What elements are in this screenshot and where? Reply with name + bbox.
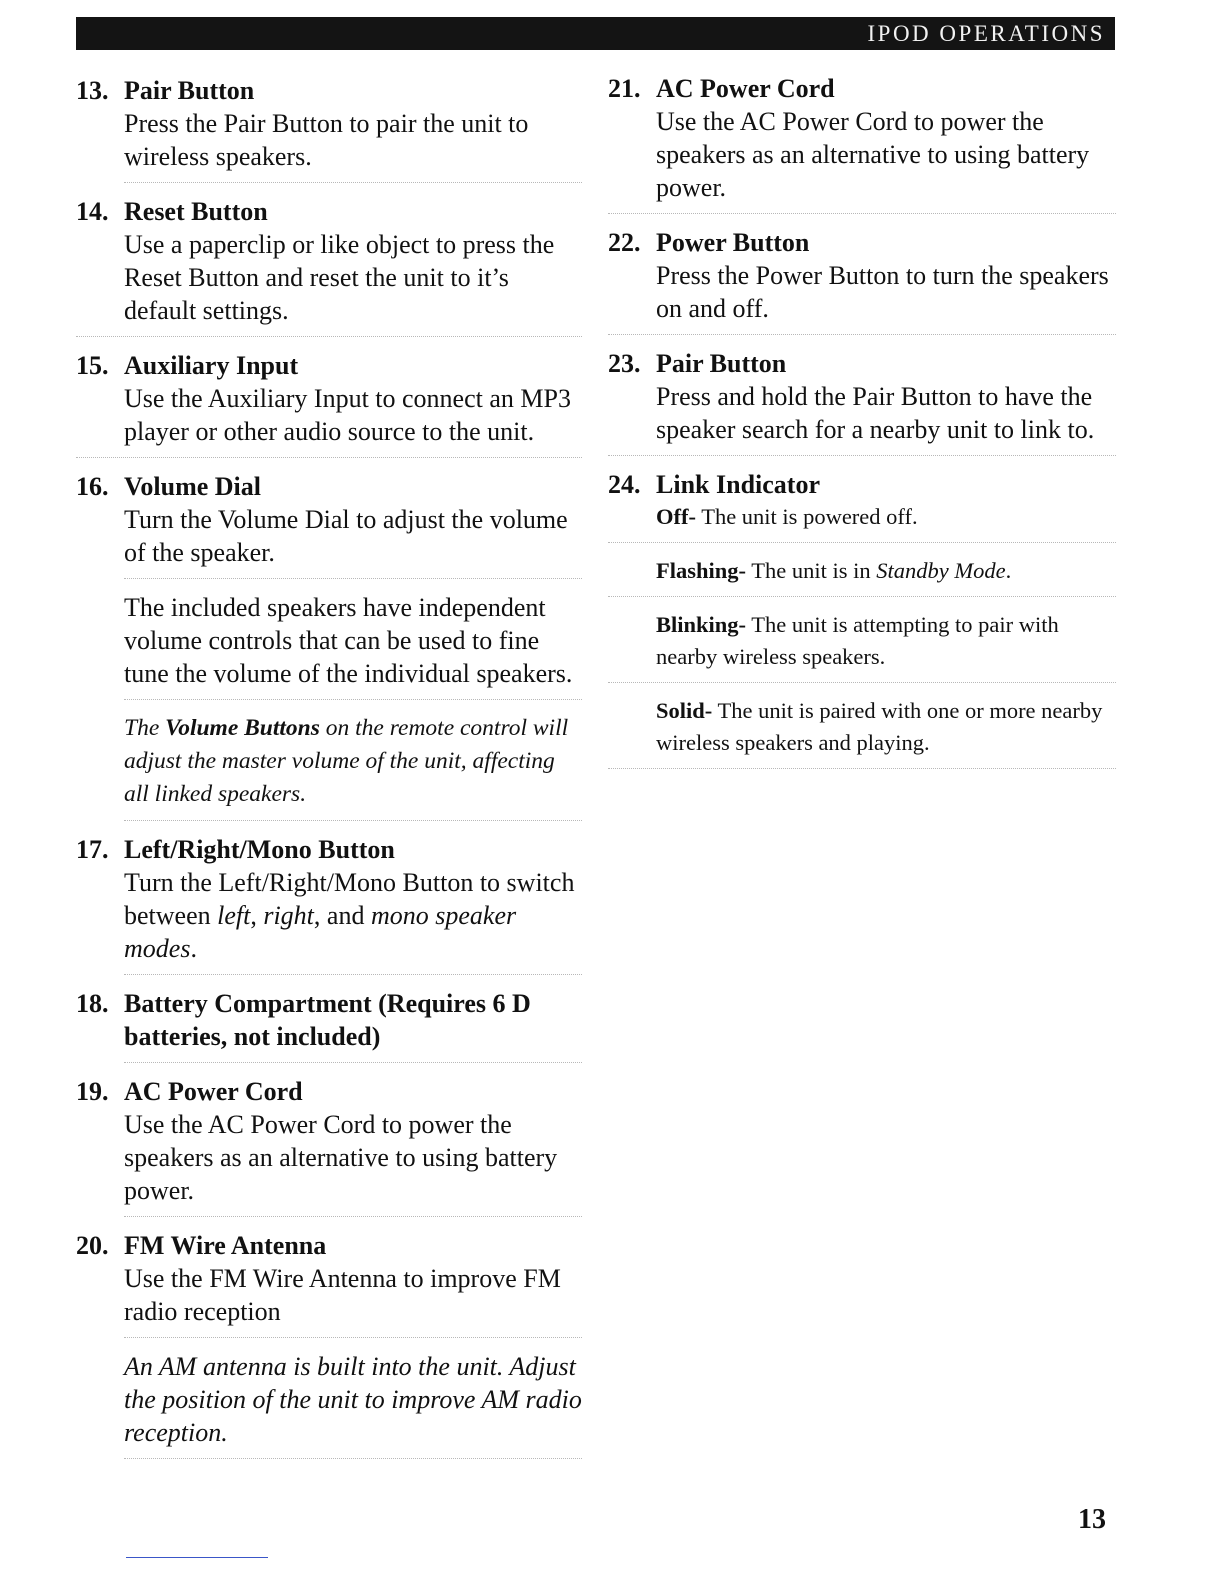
item-24: [608, 468, 1116, 501]
item-description: Use the FM Wire Antenna to improve FM radio reception: [124, 1264, 561, 1326]
divider: [124, 182, 582, 183]
item-16: [76, 470, 582, 569]
speaker-modes: speaker modes: [124, 901, 517, 963]
left-column: [76, 74, 582, 1471]
status-text: The unit is in: [746, 558, 877, 583]
status-text: .: [1005, 558, 1012, 583]
description-text: ,: [250, 901, 264, 930]
item-title: Link Indicator: [656, 470, 820, 499]
item-number: 14.: [76, 197, 109, 226]
divider: [124, 820, 582, 821]
section-header-bar: [76, 17, 1115, 50]
item-number: 13.: [76, 76, 109, 105]
item-description: Use the Auxiliary Input to connect an MP3 player or other audio source to the unit.: [124, 384, 571, 446]
item-13: [76, 74, 582, 173]
item-number: 19.: [76, 1077, 109, 1106]
item-16-extra-text: The included speakers have independent volume controls that can be used to fine tune the volume of the individual speakers.: [124, 593, 573, 688]
divider: [124, 974, 582, 975]
item-14: [76, 195, 582, 327]
item-title: Pair Button: [656, 349, 787, 378]
status-text: The unit is attempting to pair with nearby wireless speakers.: [656, 612, 1059, 669]
divider: [608, 455, 1116, 456]
section-title: IPOD OPERATIONS: [867, 21, 1105, 46]
right-column: [608, 72, 1116, 781]
footer-rule: [126, 1557, 268, 1558]
status-label: Off-: [656, 504, 696, 529]
description-text: Turn the Left/Right/Mono Button to switch between: [124, 868, 575, 930]
item-18: [76, 987, 582, 1053]
item-title: AC Power Cord: [656, 74, 835, 103]
status-blinking: [608, 609, 1116, 673]
item-title: Auxiliary Input: [124, 351, 299, 380]
item-title: Reset Button: [124, 197, 268, 226]
item-title: FM Wire Antenna: [124, 1231, 327, 1260]
item-description: Press the Pair Button to pair the unit to wireless speakers.: [124, 109, 529, 171]
item-23: [608, 347, 1116, 446]
status-text: The unit is paired with one or more nearby wireless speakers and playing.: [656, 698, 1103, 755]
item-description: Use the AC Power Cord to power the speakers as an alternative to using battery power.: [124, 1110, 558, 1205]
divider: [124, 578, 582, 579]
item-21: [608, 72, 1116, 204]
item-20: [76, 1229, 582, 1328]
item-number: 17.: [76, 835, 109, 864]
standby-mode: Standby Mode: [876, 558, 1006, 583]
item-number: 18.: [76, 989, 109, 1018]
item-description: [124, 866, 582, 965]
status-flashing: [608, 555, 1116, 587]
item-description: Use a paperclip or like object to press the Reset Button and reset the unit to it’s default settings.: [124, 230, 555, 325]
item-title: Pair Button: [124, 76, 255, 105]
item-description: Press and hold the Pair Button to have the speaker search for a nearby unit to link to.: [656, 382, 1095, 444]
status-label: Flashing-: [656, 558, 747, 583]
item-description: Press the Power Button to turn the speakers on and off.: [656, 261, 1109, 323]
status-text: The unit is powered off.: [695, 504, 918, 529]
divider: [76, 336, 582, 337]
item-16-note: [76, 712, 582, 811]
status-label: Solid-: [656, 698, 713, 723]
item-number: 20.: [76, 1231, 109, 1260]
divider: [608, 542, 1116, 543]
item-22: [608, 226, 1116, 325]
item-15: [76, 349, 582, 448]
item-number: 16.: [76, 472, 109, 501]
mode-right: right: [263, 901, 314, 930]
item-number: 15.: [76, 351, 109, 380]
item-title: Volume Dial: [124, 472, 261, 501]
divider: [608, 596, 1116, 597]
divider: [124, 1458, 582, 1459]
divider: [124, 1062, 582, 1063]
item-17: [76, 833, 582, 965]
item-title: Battery Compartment (Requires 6 D batteries, not included): [124, 989, 531, 1051]
note-emphasis: Volume Buttons: [165, 715, 320, 741]
item-number: 21.: [608, 74, 641, 103]
description-text: , and: [313, 901, 371, 930]
item-20-note: An AM antenna is built into the unit. Adjust the position of the unit to improve AM radio reception.: [124, 1352, 582, 1447]
description-text: .: [190, 934, 197, 963]
divider: [608, 213, 1116, 214]
item-title: Left/Right/Mono Button: [124, 835, 395, 864]
mode-mono: mono: [370, 901, 429, 930]
divider: [608, 768, 1116, 769]
divider: [608, 334, 1116, 335]
divider: [124, 699, 582, 700]
item-title: Power Button: [656, 228, 810, 257]
item-number: 23.: [608, 349, 641, 378]
mode-left: left: [217, 901, 251, 930]
item-19: [76, 1075, 582, 1207]
divider: [124, 1337, 582, 1338]
status-solid: [608, 695, 1116, 759]
item-number: 24.: [608, 470, 641, 499]
divider: [608, 682, 1116, 683]
item-title: AC Power Cord: [124, 1077, 303, 1106]
status-label: Blinking-: [656, 612, 747, 637]
note-text: The: [124, 715, 166, 741]
page-number: 13: [1078, 1504, 1106, 1535]
item-number: 22.: [608, 228, 641, 257]
item-description: Turn the Volume Dial to adjust the volume of the speaker.: [124, 505, 568, 567]
note-text: on the remote control will adjust the master volume of the unit, affecting all linked speakers.: [124, 715, 569, 807]
item-description: Use the AC Power Cord to power the speakers as an alternative to using battery power.: [656, 107, 1090, 202]
divider: [124, 1216, 582, 1217]
status-off: [608, 501, 1116, 533]
divider: [76, 457, 582, 458]
